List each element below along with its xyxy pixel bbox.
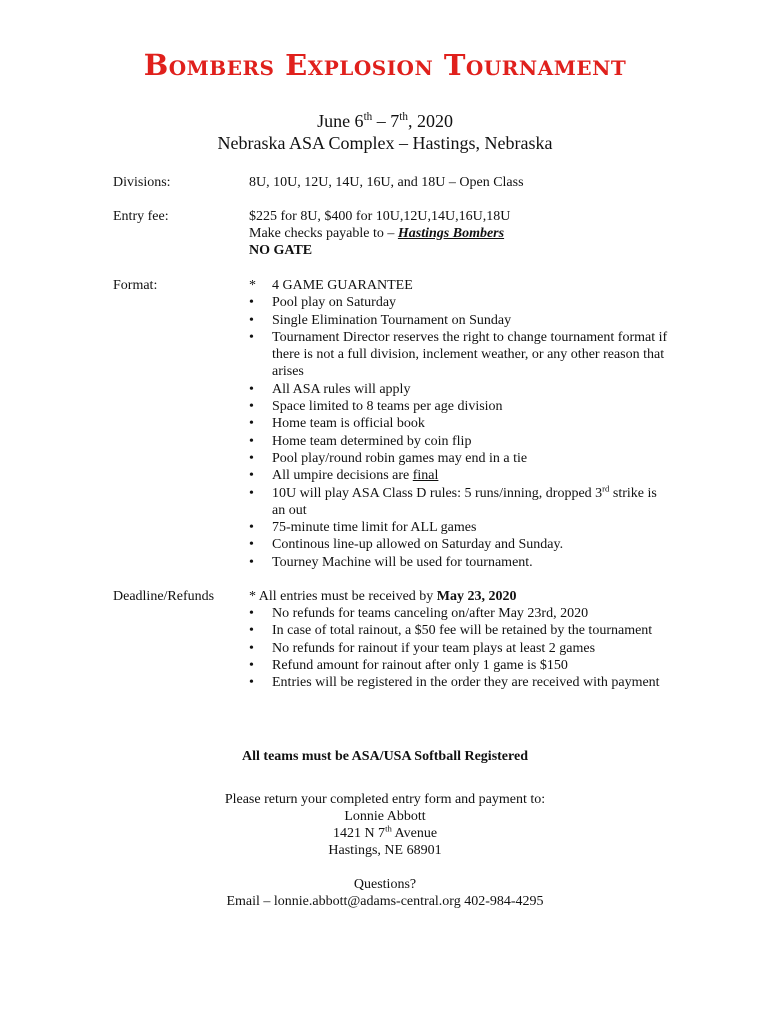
registration-note: All teams must be ASA/USA Softball Registered [242,749,528,764]
bullet-marker: • [249,433,254,449]
bullet-marker: • [249,675,254,691]
deadline-lead [249,588,669,605]
contact-info: Email – lonnie.abbott@adams-central.org 402-984-4295 [226,894,544,909]
bullet-marker: • [249,485,254,501]
date-year: , 2020 [407,111,453,131]
format-item-text: All ASA rules will apply [272,381,411,397]
refund-list [249,605,669,691]
divisions-label: Divisions: [113,175,171,190]
bullet-marker: • [249,623,254,639]
bullet-marker: • [249,640,254,656]
format-label: Format: [113,278,158,293]
deadline-list-container [249,588,669,691]
refund-item-text: Refund amount for rainout after only 1 game is $150 [272,657,568,673]
format-item [249,415,669,432]
refund-item-text: In case of total rainout, a $50 fee will be retained by the tournament [272,623,653,639]
format-item-text: Tournament Director reserves the right to change tournament format if there is not a full division, inclement weather, or any other reason that arises [272,329,668,380]
tournament-title: Bombers Explosion Tournament [143,48,627,82]
guarantee-text: 4 GAME GUARANTEE [272,278,413,293]
entry-fee-value [249,208,669,259]
bullet-marker: • [249,606,254,621]
date-end: – 7 [372,111,400,131]
format-item-10u [249,482,669,520]
rule-10u-text: 10U will play ASA Class D rules: 5 runs/inning, dropped 3 [272,485,603,501]
bullet-marker: • [249,295,254,311]
bullet-marker: • [249,554,254,570]
deadline-lead-text: * All entries must be received by [249,589,437,604]
format-item [249,294,669,311]
refund-item [249,640,669,657]
bullet-marker: • [249,450,254,466]
bullet-marker: • [249,312,254,328]
refund-item [249,622,669,639]
date-start: June 6 [317,111,364,131]
entry-fee-amounts: $225 for 8U, $400 for 10U,12U,14U,16U,18U [249,209,511,224]
format-item-text: Single Elimination Tournament on Sunday [272,312,512,328]
format-item [249,433,669,450]
return-intro: Please return your completed entry form and payment to: [224,792,546,807]
bullet-marker: • [249,381,254,397]
umpire-text: All umpire decisions are [272,468,413,484]
refund-item-text: No refunds for teams canceling on/after May 23rd, 2020 [272,606,589,621]
format-item-text: Continous line-up allowed on Saturday and Sunday. [272,537,564,553]
bullet-marker: • [249,468,254,484]
checks-payable [249,225,669,242]
refund-item [249,674,669,691]
return-address [0,825,770,842]
format-item-text: Tourney Machine will be used for tournament. [272,554,533,570]
format-item [249,398,669,415]
return-city: Hastings, NE 68901 [328,843,442,858]
format-item [249,536,669,553]
return-name: Lonnie Abbott [344,809,426,824]
checks-payable-text: Make checks payable to – [249,226,398,241]
format-list-container [249,277,669,571]
format-item [249,329,669,381]
rule-10u-end: strike is an out [272,485,657,518]
entry-fee-label: Entry fee: [113,209,169,224]
bullet-marker: • [249,657,254,673]
divisions-value [249,174,669,191]
format-item [249,381,669,398]
address-street: Avenue [391,826,438,841]
format-item-text: Home team determined by coin flip [272,433,472,449]
format-item-text: 75-minute time limit for ALL games [272,520,477,536]
no-gate: NO GATE [249,243,313,258]
format-item [249,312,669,329]
deadline-date: May 23, 2020 [436,589,517,604]
bullet-marker: • [249,416,254,432]
divisions-text: 8U, 10U, 12U, 14U, 16U, and 18U – Open Class [249,175,524,190]
asterisk-marker: * [249,278,256,293]
refund-item-text: Entries will be registered in the order they are received with payment [272,675,660,691]
deadline-label: Deadline/Refunds [113,589,215,604]
tournament-dates [0,110,770,132]
payee-name: Hastings Bombers [397,226,505,241]
rule-10u-suffix: rd [602,482,610,493]
bullet-marker: • [249,520,254,536]
format-item [249,519,669,536]
date-start-suffix: th [363,111,373,123]
refund-item [249,657,669,674]
address-number: 1421 N 7 [332,826,386,841]
questions-label: Questions? [353,877,417,892]
format-item [249,450,669,467]
date-end-suffix: th [399,111,408,123]
format-item [249,554,669,571]
umpire-final: final [412,468,439,484]
bullet-marker: • [249,329,254,345]
format-item-text: Pool play/round robin games may end in a tie [272,450,528,466]
format-item-text: Home team is official book [272,416,425,432]
format-item-text: Pool play on Saturday [272,295,397,311]
address-suffix: th [385,823,392,834]
refund-item-text: No refunds for rainout if your team plays at least 2 games [272,640,596,656]
format-guarantee [249,277,669,294]
bullet-marker: • [249,399,254,415]
format-list [249,277,669,571]
refund-item [249,605,669,622]
format-item-text: Space limited to 8 teams per age division [272,399,503,415]
bullet-marker: • [249,537,254,553]
tournament-location: Nebraska ASA Complex – Hastings, Nebraska [217,133,553,153]
